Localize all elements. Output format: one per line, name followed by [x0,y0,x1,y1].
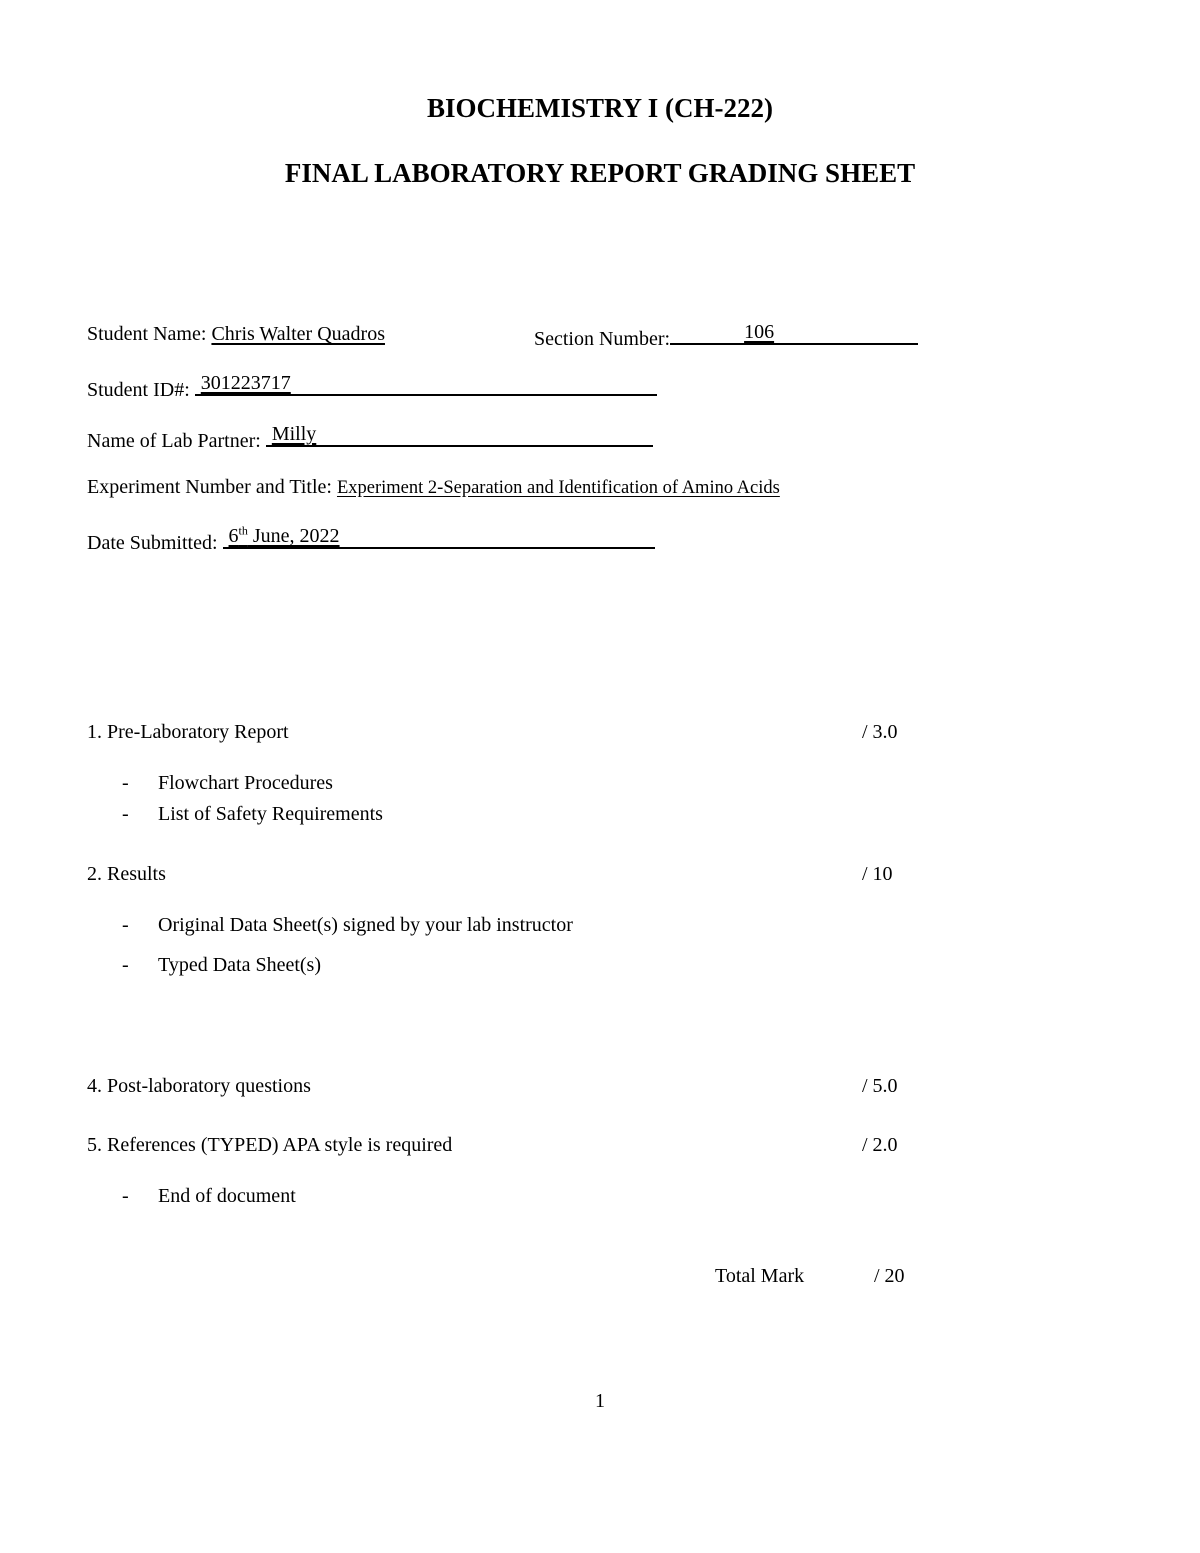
student-id-field [195,372,657,396]
section-value: 106 [744,321,775,343]
date-field [223,525,655,549]
date-day: 6 [228,525,239,547]
student-id-label: Student ID#: [87,379,190,401]
partner-field [266,423,653,447]
partner-label: Name of Lab Partner: [87,430,261,452]
section-4-title: 4. Post-laboratory questions [87,1075,311,1097]
section-5-title: 5. References (TYPED) APA style is required [87,1134,453,1156]
section-label: Section Number: [534,328,671,350]
page-number: 1 [595,1390,605,1412]
section-2-score: / 10 [862,863,893,885]
student-id-value: 301223717 [200,372,291,394]
total-score: / 20 [874,1265,905,1287]
section-1-title: 1. Pre-Laboratory Report [87,721,289,743]
experiment-value: Experiment 2-Separation and Identification of Amino Acids [336,478,780,498]
document-page: BIOCHEMISTRY I (CH-222) FINAL LABORATORY REPORT GRADING SHEET Student Name: Chris Walter Quadros Section Number: 106 Student ID#: 301223717 Name of Lab Partner: Milly Experiment Number and Title: Experiment 2-Separation and Identification of Amino Acids Date Submitted: 6th June, 2022 1. Pre-Laboratory Report / 3.0 - Flowchart Procedures - List of Safety Requirements 2. Results / 10 - Original Data Sheet(s) signed by your lab instructor - Typed Data Sheet(s) 4. Post-laboratory questions / 5.0 5. References (TYPED) APA style is required / 2.0 - End of document Total Mark / 20 1 [0,0,1200,1553]
section-1-score: / 3.0 [862,721,898,743]
date-value [229,523,340,549]
experiment-row [87,474,780,501]
total-label: Total Mark [715,1265,805,1287]
student-id-row [87,372,657,403]
section-field [670,321,918,345]
course-title: BIOCHEMISTRY I (CH-222) [426,93,774,123]
date-row [87,525,655,556]
section-4-score: / 5.0 [862,1075,898,1097]
date-label: Date Submitted: [87,532,218,554]
section-2-title: 2. Results [87,863,166,885]
partner-row [87,423,653,454]
date-rest: June, 2022 [247,525,340,547]
sheet-title: FINAL LABORATORY REPORT GRADING SHEET [284,158,916,188]
section-5-score: / 2.0 [862,1134,898,1156]
partner-value: Milly [271,423,317,445]
student-name-row [87,321,385,347]
section-row [534,321,918,352]
student-name-label: Student Name: [87,323,207,345]
date-ordinal: th [238,523,248,538]
student-name-value: Chris Walter Quadros [211,323,385,345]
experiment-label: Experiment Number and Title: [87,476,332,498]
